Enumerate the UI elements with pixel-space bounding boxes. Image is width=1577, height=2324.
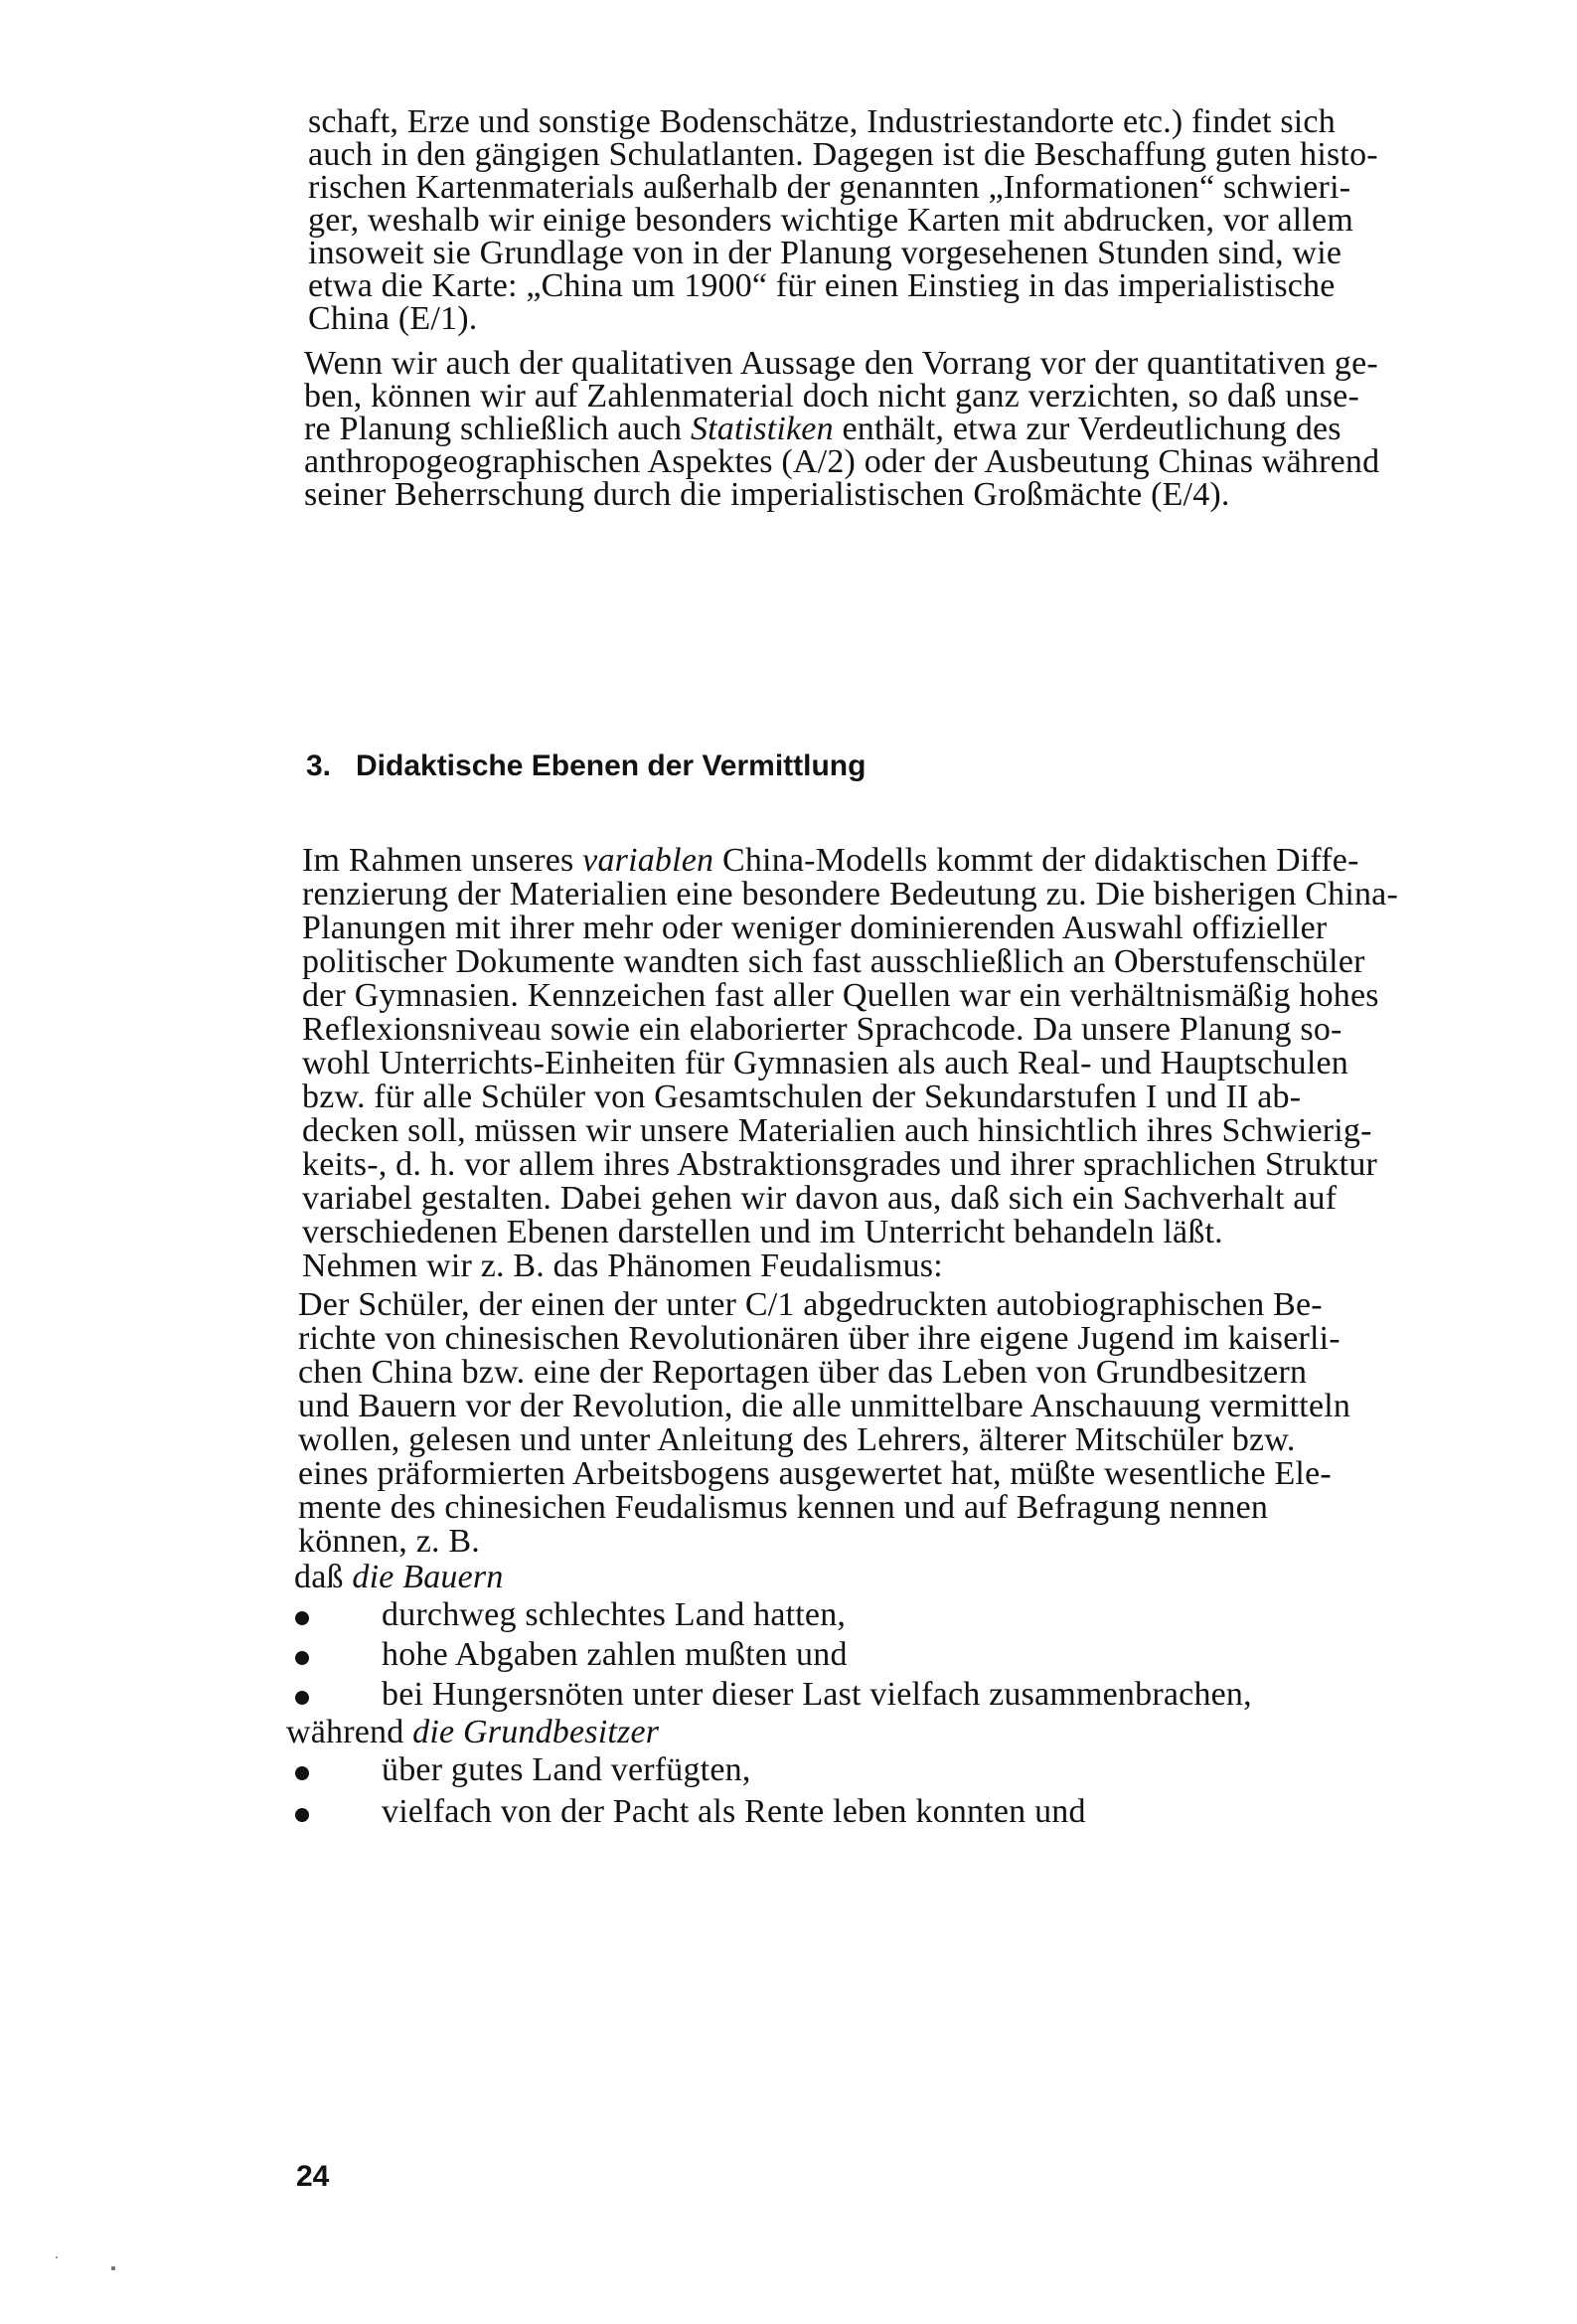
italic-text: variablen <box>582 842 714 879</box>
list-item: hohe Abgaben zahlen mußten und <box>382 1636 848 1673</box>
text-segment: der Gymnasien. Kennzeichen fast aller Quellen war ein verhältnismäßig hohes <box>302 977 1379 1014</box>
text-segment: insoweit sie Grundlage von in der Planung vorgesehenen Stunden sind, wie <box>308 235 1342 271</box>
list-item: über gutes Land verfügten, <box>382 1751 751 1788</box>
text-line <box>304 475 1230 515</box>
text-segment: Im Rahmen unseres <box>302 842 583 879</box>
list-item: bei Hungersnöten unter dieser Last vielfach zusammenbrachen, <box>382 1676 1252 1713</box>
bullet-dot-icon <box>295 1808 309 1822</box>
bauern-intro <box>294 1558 504 1597</box>
text-line <box>298 1522 480 1562</box>
text-segment: China (E/1). <box>308 300 478 337</box>
italic-text: die Bauern <box>352 1559 504 1595</box>
bullet-dot-icon <box>295 1611 309 1625</box>
text-segment: Der Schüler, der einen der unter C/1 abgedruckten autobiographischen Be- <box>298 1286 1323 1323</box>
text-line <box>308 299 477 339</box>
text-line <box>302 1246 943 1286</box>
text-segment: Reflexionsniveau sowie ein elaborierter Sprachcode. Da unsere Planung so- <box>302 1011 1342 1048</box>
text-segment: variabel gestalten. Dabei gehen wir davon aus, daß sich ein Sachverhalt auf <box>302 1180 1338 1217</box>
text-segment: re Planung schließlich auch <box>304 411 691 447</box>
text-segment: enthält, etwa zur Verdeutlichung des <box>833 411 1341 447</box>
text-segment: ger, weshalb wir einige besonders wichtige Karten mit abdrucken, vor allem <box>308 202 1353 239</box>
text-segment: renzierung der Materialien eine besondere Bedeutung zu. Die bisherigen China- <box>302 876 1398 913</box>
section-number: 3. <box>306 749 332 782</box>
text-segment: mente des chinesichen Feudalismus kennen und auf Befragung nennen <box>298 1489 1269 1526</box>
text-segment: Wenn wir auch der qualitativen Aussage den Vorrang vor der quantitativen ge- <box>304 345 1378 382</box>
text-segment: eines präformierten Arbeitsbogens ausgewertet hat, müßte wesentliche Ele- <box>298 1455 1332 1492</box>
page-number: 24 <box>296 2160 330 2193</box>
text-segment: etwa die Karte: „China um 1900“ für einen Einstieg in das imperialistische <box>308 267 1336 304</box>
text-segment: und Bauern vor der Revolution, die alle unmittelbare Anschauung vermitteln <box>298 1388 1351 1424</box>
text-segment: schaft, Erze und sonstige Bodenschätze, Industriestandorte etc.) findet sich <box>308 103 1336 140</box>
text-segment: wohl Unterrichts-Einheiten für Gymnasien als auch Real- und Hauptschulen <box>302 1045 1348 1081</box>
text-segment: daß <box>294 1559 353 1595</box>
bullet-dot-icon <box>295 1651 309 1665</box>
text-segment: anthropogeographischen Aspektes (A/2) oder der Ausbeutung Chinas während <box>304 443 1380 480</box>
text-segment: Planungen mit ihrer mehr oder weniger dominierenden Auswahl offizieller <box>302 910 1328 946</box>
text-segment: ben, können wir auf Zahlenmaterial doch nicht ganz verzichten, so daß unse- <box>304 378 1359 415</box>
text-segment: bzw. für alle Schüler von Gesamtschulen der Sekundarstufen I und II ab- <box>302 1079 1302 1115</box>
italic-text: Statistiken <box>690 411 834 447</box>
grundbesitzer-intro <box>286 1713 659 1752</box>
text-segment: richte von chinesischen Revolutionären über ihre eigene Jugend im kaiserli- <box>298 1320 1340 1357</box>
text-segment: wollen, gelesen und unter Anleitung des Lehrers, älterer Mitschüler bzw. <box>298 1421 1296 1458</box>
bullet-dot-icon <box>295 1766 309 1780</box>
text-segment: können, z. B. <box>298 1523 480 1560</box>
text-segment: chen China bzw. eine der Reportagen über das Leben von Grundbesitzern <box>298 1354 1308 1391</box>
list-item: durchweg schlechtes Land hatten, <box>382 1596 847 1633</box>
text-segment: decken soll, müssen wir unsere Materialien auch hinsichtlich ihres Schwierig- <box>302 1112 1372 1149</box>
list-item: vielfach von der Pacht als Rente leben konnten und <box>382 1793 1086 1830</box>
text-segment: politischer Dokumente wandten sich fast ausschließlich an Oberstufenschüler <box>302 943 1365 980</box>
text-segment: Nehmen wir z. B. das Phänomen Feudalismus: <box>302 1247 943 1284</box>
text-segment: auch in den gängigen Schulatlanten. Dagegen ist die Beschaffung guten histo- <box>308 136 1378 173</box>
scan-speck <box>56 2256 58 2258</box>
text-segment: keits-, d. h. vor allem ihres Abstraktionsgrades und ihrer sprachlichen Struktur <box>302 1146 1378 1183</box>
section-heading <box>306 747 866 785</box>
bullet-dot-icon <box>295 1691 309 1705</box>
text-segment: rischen Kartenmaterials außerhalb der genannten „Informationen“ schwieri- <box>308 169 1351 206</box>
scan-speck <box>111 2266 115 2270</box>
text-segment: seiner Beherrschung durch die imperialistischen Großmächte (E/4). <box>304 476 1230 513</box>
section-title: Didaktische Ebenen der Vermittlung <box>356 749 867 782</box>
text-segment: verschiedenen Ebenen darstellen und im Unterricht behandeln läßt. <box>302 1214 1223 1250</box>
italic-text: die Grundbesitzer <box>412 1714 660 1750</box>
text-segment: während <box>286 1714 413 1750</box>
text-segment: China-Modells kommt der didaktischen Diffe- <box>713 842 1359 879</box>
